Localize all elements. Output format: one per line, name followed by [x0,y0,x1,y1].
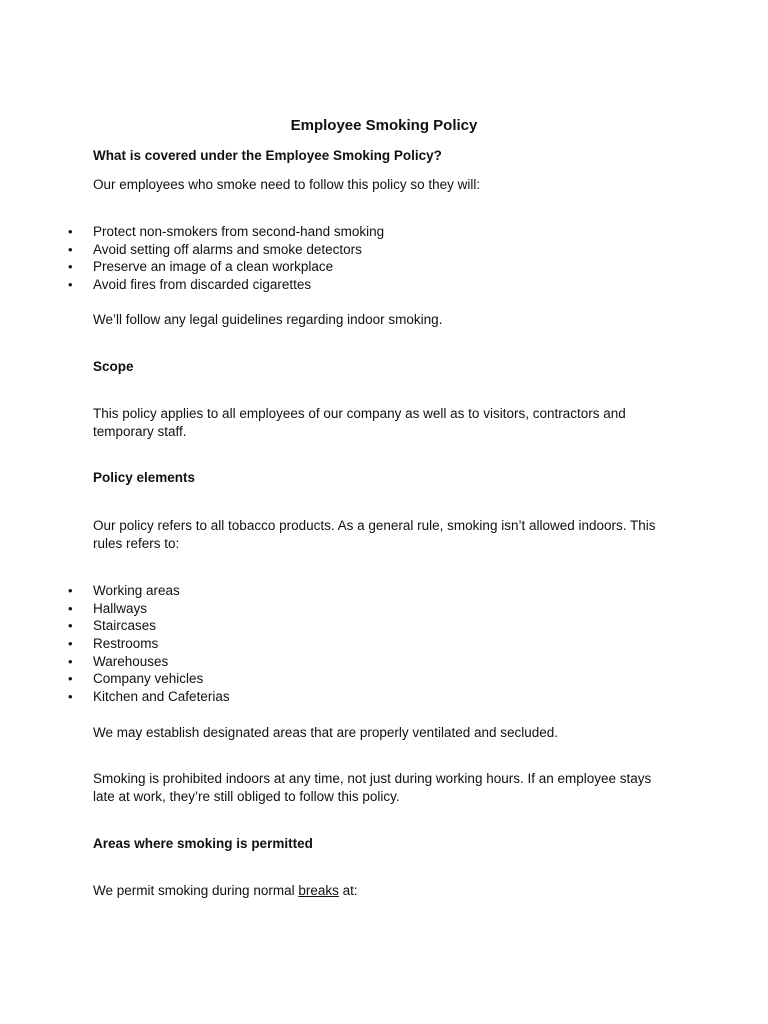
permitted-text [93,882,673,900]
list-item: • Kitchen and Cafeterias [0,688,700,706]
list-item: • Hallways [0,600,700,618]
list-item: • Avoid fires from discarded cigarettes [0,276,700,294]
policy-elements-text: Our policy refers to all tobacco products. As a general rule, smoking isn’t allowed indoors. This rules refers to: [93,518,656,551]
prohibited-note: Smoking is prohibited indoors at any time, not just during working hours. If an employee stays late at work, they’re still obliged to follow this policy. [93,771,652,804]
covered-heading: What is covered under the Employee Smoking Policy? [93,148,442,163]
permitted-heading: Areas where smoking is permitted [93,836,313,851]
document-title: Employee Smoking Policy [290,117,478,134]
breaks-link[interactable]: breaks [298,883,339,898]
list-item: • Company vehicles [0,670,700,688]
covered-intro: Our employees who smoke need to follow this policy so they will: [93,177,481,192]
scope-heading: Scope [93,359,134,374]
list-item: • Avoid setting off alarms and smoke detectors [0,241,700,259]
areas-list [0,582,700,706]
list-item: • Warehouses [0,653,700,671]
policy-elements-heading: Policy elements [93,470,196,485]
designated-areas-note: We may establish designated areas that are properly ventilated and secluded. [93,725,559,740]
list-item: • Restrooms [0,635,700,653]
legal-note: We’ll follow any legal guidelines regarding indoor smoking. [93,312,443,327]
permitted-text-after: at: [338,883,358,898]
list-item: • Staircases [0,617,700,635]
goals-list [0,223,700,294]
list-item: • Preserve an image of a clean workplace [0,258,700,276]
scope-text: This policy applies to all employees of our company as well as to visitors, contractors and temporary staff. [93,406,626,439]
list-item: • Working areas [0,582,700,600]
permitted-text-before: We permit smoking during normal [93,883,299,898]
list-item: • Protect non-smokers from second-hand smoking [0,223,700,241]
